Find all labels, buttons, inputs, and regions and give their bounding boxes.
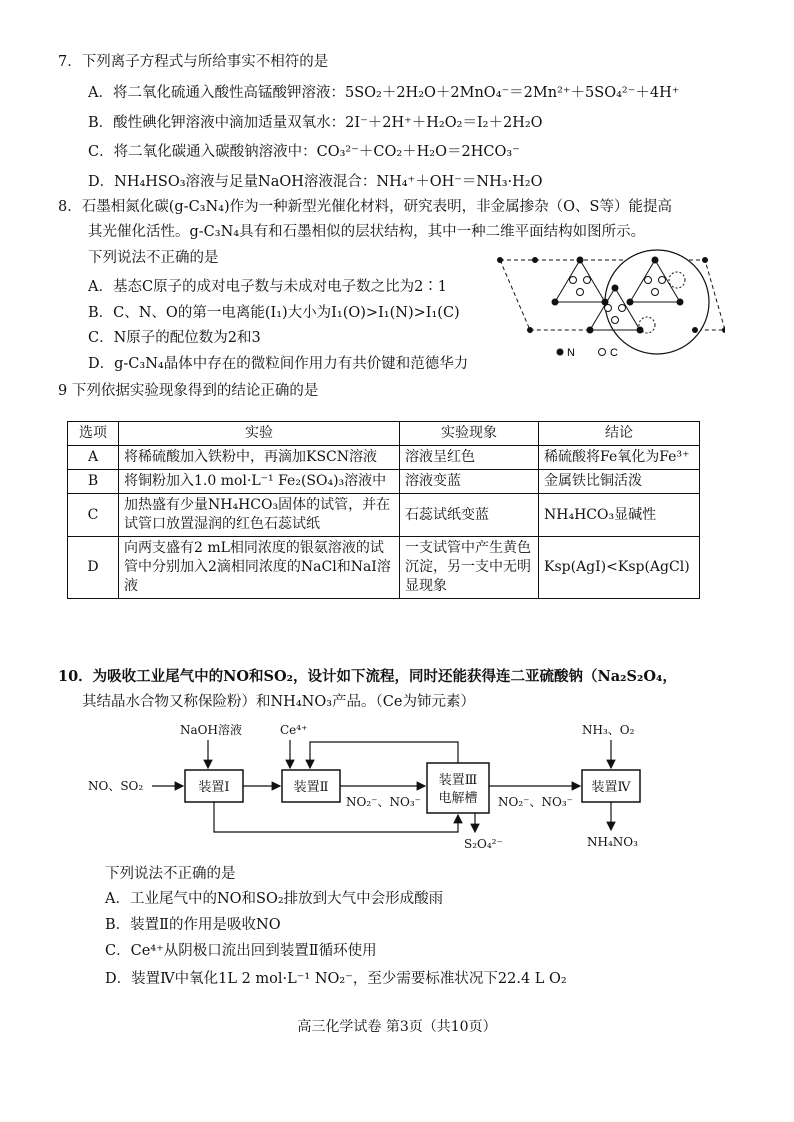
header-phenomenon: 实验现象 <box>400 422 539 446</box>
table-row <box>68 494 700 537</box>
q7-option-c: C．将二氧化碳通入碳酸钠溶液中：CO₃²⁻＋CO₂＋H₂O＝2HCO₃⁻ <box>88 144 520 160</box>
q7-option-b: B．酸性碘化钾溶液中滴加适量双氧水：2I⁻＋2H⁺＋H₂O₂＝I₂＋2H₂O <box>88 115 543 131</box>
row-conclusion: 金属铁比铜活泼 <box>539 470 700 494</box>
row-conclusion: Ksp(AgI)<Ksp(AgCl) <box>539 537 700 599</box>
row-experiment: 向两支盛有2 mL相同浓度的银氨溶液的试管中分别加入2滴相同浓度的NaCl和NaI溶液 <box>119 537 400 599</box>
flow-input-label: NO、SO₂ <box>88 779 144 793</box>
row-option: B <box>68 470 119 494</box>
q8-option-c: C．N原子的配位数为2和3 <box>88 330 261 346</box>
q7-option-a: A．将二氧化硫通入酸性高锰酸钾溶液：5SO₂＋2H₂O＋2MnO₄⁻＝2Mn²⁺＋5SO₄²⁻＋4H⁺ <box>88 85 680 101</box>
row-experiment: 将铜粉加入1.0 mol·L⁻¹ Fe₂(SO₄)₃溶液中 <box>119 470 400 494</box>
row-phenomenon: 溶液变蓝 <box>400 470 539 494</box>
legend-c-label: C <box>610 347 618 359</box>
q10-option-d: D．装置Ⅳ中氧化1L 2 mol·L⁻¹ NO₂⁻，至少需要标准状况下22.4 L O₂ <box>105 971 567 987</box>
flow-nh3-o2-label: NH₃、O₂ <box>582 723 635 737</box>
header-option: 选项 <box>68 422 119 446</box>
table-row <box>68 470 700 494</box>
q10-stem-1: 10．为吸收工业尾气中的NO和SO₂，设计如下流程，同时还能获得连二亚硫酸钠（Na₂S₂O₄， <box>58 668 677 685</box>
flow-box-1: 装置Ⅰ <box>198 780 230 795</box>
q10-option-a: A．工业尾气中的NO和SO₂排放到大气中会形成酸雨 <box>105 891 444 907</box>
q8-stem-1: 8．石墨相氮化碳(g-C₃N₄)作为一种新型光催化材料，研究表明，非金属掺杂（O、S等）能提高 <box>58 199 672 215</box>
row-phenomenon: 溶液呈红色 <box>400 446 539 470</box>
row-conclusion: 稀硫酸将Fe氧化为Fe³⁺ <box>539 446 700 470</box>
flow-mid2-label: NO₂⁻、NO₃⁻ <box>498 795 573 809</box>
q7-option-d: D．NH₄HSO₃溶液与足量NaOH溶液混合：NH₄⁺＋OH⁻＝NH₃·H₂O <box>88 174 543 190</box>
q8-option-a: A．基态C原子的成对电子数与未成对电子数之比为2∶1 <box>88 279 448 295</box>
q10-option-b: B．装置Ⅱ的作用是吸收NO <box>105 917 281 933</box>
q8-option-b: B．C、N、O的第一电离能(I₁)大小为I₁(O)>I₁(N)>I₁(C) <box>88 305 460 321</box>
flow-s2o4-label: S₂O₄²⁻ <box>464 837 503 851</box>
row-option: C <box>68 494 119 537</box>
table-row <box>68 537 700 599</box>
page-footer: 高三化学试卷 第3页（共10页） <box>297 1019 497 1035</box>
row-phenomenon: 石蕊试纸变蓝 <box>400 494 539 537</box>
g-c3n4-structure-figure <box>495 240 725 372</box>
flow-box-3-top: 装置Ⅲ <box>438 773 478 788</box>
flow-ce-label: Ce⁴⁺ <box>280 723 308 737</box>
row-experiment: 加热盛有少量NH₄HCO₃固体的试管，并在试管口放置湿润的红色石蕊试纸 <box>119 494 400 537</box>
row-experiment: 将稀硫酸加入铁粉中，再滴加KSCN溶液 <box>119 446 400 470</box>
row-conclusion: NH₄HCO₃显碱性 <box>539 494 700 537</box>
row-phenomenon: 一支试管中产生黄色沉淀，另一支中无明显现象 <box>400 537 539 599</box>
header-conclusion: 结论 <box>539 422 700 446</box>
legend-n-label: N <box>567 347 575 359</box>
q10-option-c: C．Ce⁴⁺从阴极口流出回到装置Ⅱ循环使用 <box>105 943 377 959</box>
q7-stem: 7．下列离子方程式与所给事实不相符的是 <box>58 54 329 70</box>
q8-stem-3: 下列说法不正确的是 <box>88 250 219 266</box>
table-row <box>68 446 700 470</box>
q8-option-d: D．g-C₃N₄晶体中存在的微粒间作用力有共价键和范德华力 <box>88 356 469 372</box>
q9-stem: 9 下列依据实验现象得到的结论正确的是 <box>58 383 319 399</box>
flow-naoh-label: NaOH溶液 <box>180 723 242 737</box>
flow-box-4: 装置Ⅳ <box>591 780 631 795</box>
q8-stem-2: 其光催化活性。g-C₃N₄具有和石墨相似的层状结构，其中一种二维平面结构如图所示。 <box>88 224 646 240</box>
flow-box-2: 装置Ⅱ <box>293 780 329 795</box>
q10-stem-3: 下列说法不正确的是 <box>105 866 236 882</box>
experiment-table <box>67 421 700 599</box>
table-header-row <box>68 422 700 446</box>
header-experiment: 实验 <box>119 422 400 446</box>
flow-mid1-label: NO₂⁻、NO₃⁻ <box>346 795 421 809</box>
q10-stem-2: 其结晶水合物又称保险粉）和NH₄NO₃产品。（Ce为铈元素） <box>82 694 475 710</box>
flow-nh4no3-label: NH₄NO₃ <box>587 835 638 849</box>
row-option: A <box>68 446 119 470</box>
flow-box-3-bottom: 电解槽 <box>438 791 478 806</box>
process-flowchart <box>80 718 720 858</box>
row-option: D <box>68 537 119 599</box>
